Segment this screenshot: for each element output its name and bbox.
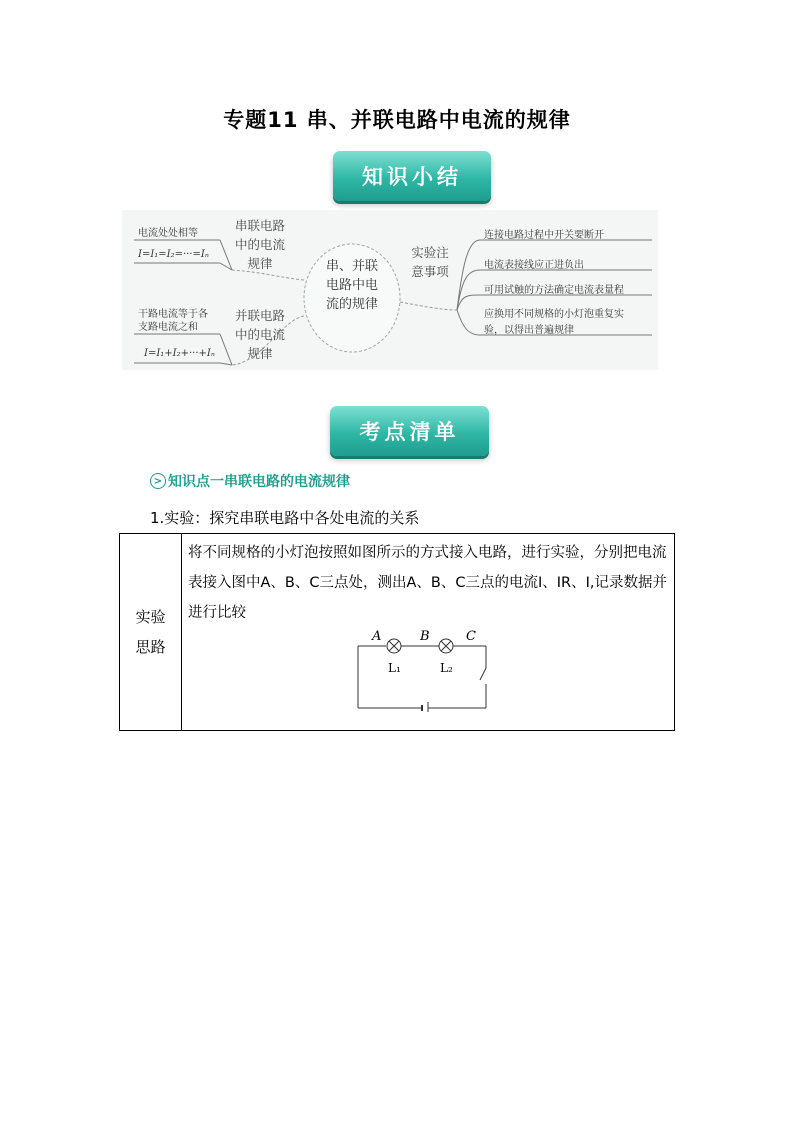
parallel-note-1: 干路电流等于各 [138, 309, 208, 320]
exp-item-5: 验，以得出普遍规律 [484, 325, 574, 336]
row-header-line-1: 实验 [135, 608, 166, 626]
circuit-label-c: C [466, 629, 476, 644]
series-label-1: 串联电路 [234, 218, 285, 233]
parallel-label-3: 规律 [247, 346, 273, 361]
experiment-table [119, 533, 675, 731]
circle-arrow-icon: > [150, 473, 166, 489]
exp-item-2: 电流表接线应正进负出 [484, 260, 584, 271]
experiment-text: 将不同规格的小灯泡按照如图所示的方式接入电路，进行实验，分别把电流表接入图中A、B、C三点处，测出A、B、C三点的电流I、IR、I,记录数据并进行比较 [188, 545, 667, 621]
series-note: 电流处处相等 [138, 228, 198, 239]
exp-item-3: 可用试触的方法确定电流表量程 [484, 285, 624, 296]
exp-label-1: 实验注 [411, 245, 449, 260]
mind-map [122, 210, 658, 370]
exp-label-2: 意事项 [411, 264, 449, 279]
section-heading [150, 471, 350, 491]
page-title: 专题11 串、并联电路中电流的规律 [223, 108, 571, 132]
section-heading-text: 知识点一串联电路的电流规律 [168, 474, 350, 490]
switch-icon [480, 668, 486, 680]
lamp-l2-label: L₂ [440, 661, 453, 675]
parallel-formula: I=I₁+I₂+···+Iₙ [144, 348, 215, 359]
exp-item-4: 应换用不同规格的小灯泡重复实 [484, 309, 624, 320]
experiment-subheading: 1.实验：探究串联电路中各处电流的关系 [150, 509, 420, 527]
series-label-3: 规律 [247, 256, 273, 271]
parallel-note-2: 支路电流之和 [138, 322, 198, 333]
checklist-banner: 考点清单 [330, 406, 489, 456]
center-line-1: 串、并联 [325, 259, 378, 274]
series-label-2: 中的电流 [234, 237, 285, 252]
parallel-label-1: 并联电路 [234, 308, 285, 323]
circuit-diagram [356, 628, 496, 712]
parallel-label-2: 中的电流 [234, 327, 285, 342]
row-content [182, 534, 675, 731]
series-formula: I=I₁=I₂=···=Iₙ [138, 249, 209, 260]
row-header [120, 534, 182, 731]
center-line-3: 流的规律 [325, 297, 378, 312]
lamp-l1-label: L₁ [388, 661, 401, 675]
center-line-2: 电路中电 [325, 278, 378, 293]
row-header-line-2: 思路 [135, 638, 166, 656]
summary-banner: 知识小结 [333, 151, 491, 201]
circuit-label-a: A [372, 629, 382, 644]
exp-item-1: 连接电路过程中开关要断开 [484, 230, 604, 241]
circuit-label-b: B [420, 629, 430, 644]
